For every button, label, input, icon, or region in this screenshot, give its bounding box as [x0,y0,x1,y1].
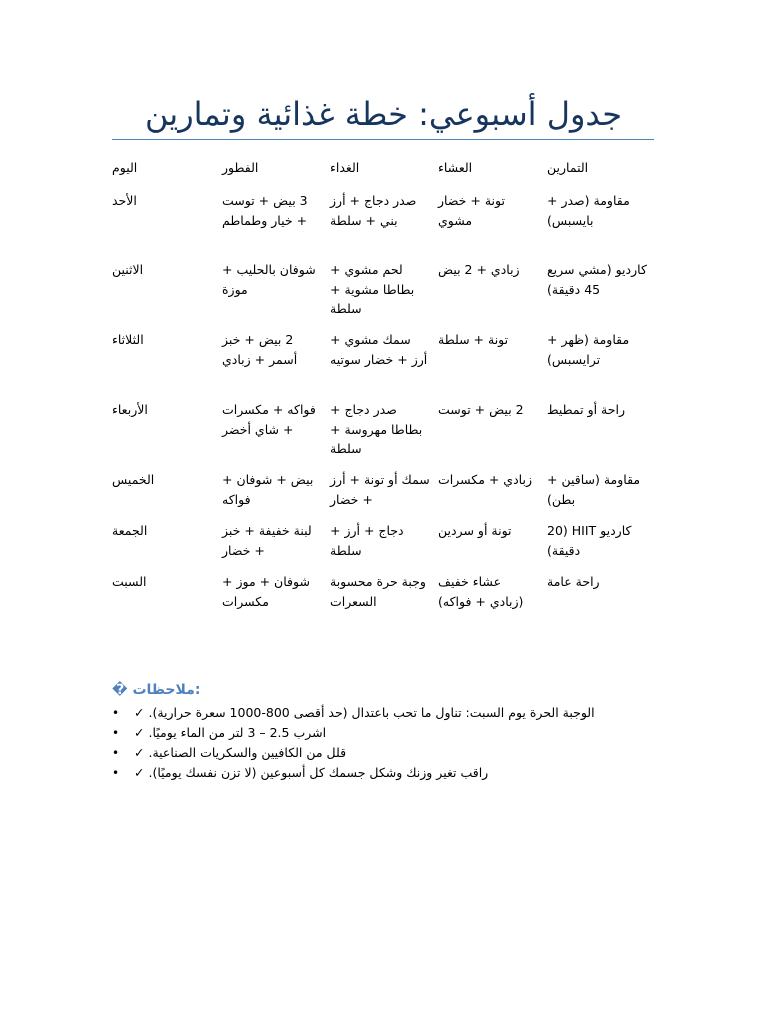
table-cell-dinner: زبادي + 2 بيض [438,262,520,277]
table-cell-breakfast: 3 بيض + توست + خيار وطماطم [222,193,308,228]
table-cell-dinner: تونة + خضار مشوي [438,193,505,228]
table-cell-dinner: 2 بيض + توست [438,402,524,417]
check-icon: ✓ [134,745,145,760]
table-cell-breakfast: بيض + شوفان + فواكه [222,472,314,507]
notes-list [112,703,672,783]
check-icon: ✓ [134,705,145,720]
list-item [112,703,672,723]
table-cell-lunch: دجاج + أرز + سلطة [330,523,404,558]
title-underline [112,139,654,140]
table-cell-day: الأربعاء [112,402,148,417]
table-cell-lunch: صدر دجاج + بطاطا مهروسة + سلطة [330,402,423,456]
header-breakfast: الفطور [222,160,259,175]
table-cell-day: الجمعة [112,523,148,538]
table-cell-breakfast: لبنة خفيفة + خبز + خضار [222,523,312,558]
table-cell-breakfast: 2 بيض + خبز أسمر + زبادي [222,332,298,367]
bullet-icon: • [112,766,120,780]
table-cell-lunch: سمك مشوي + أرز + خضار سوتيه [330,332,428,367]
header-day: اليوم [112,160,138,175]
note-text: اشرب 2.5 – 3 لتر من الماء يوميًا. [148,725,327,740]
note-text: راقب تغير وزنك وشكل جسمك كل أسبوعين (لا تزن نفسك يوميًا). [148,765,489,780]
document-title: جدول أسبوعي: خطة غذائية وتمارين [144,95,622,133]
table-cell-day: الأحد [112,193,137,208]
header-lunch: الغداء [330,160,360,175]
check-icon: ✓ [134,765,145,780]
table-cell-exercise: مقاومة (ظهر + ترايسبس) [547,332,630,367]
list-item [112,723,672,743]
note-text: قلل من الكافيين والسكريات الصناعية. [148,745,347,760]
table-cell-dinner: تونة + سلطة [438,332,509,347]
table-cell-lunch: صدر دجاج + أرز بني + سلطة [330,193,417,228]
table-cell-breakfast: شوفان + موز + مكسرات [222,574,310,609]
table-cell-day: الاثنين [112,262,144,277]
table-cell-dinner: زبادي + مكسرات [438,472,532,487]
table-cell-lunch: سمك أو تونة + أرز + خضار [330,472,430,507]
check-icon: ✓ [134,725,145,740]
note-text: الوجبة الحرة يوم السبت: تناول ما تحب باعتدال (حد أقصى 800-1000 سعرة حرارية). [148,705,595,720]
notes-heading: � ملاحظات: [112,682,201,698]
table-cell-dinner: تونة أو سردين [438,523,512,538]
table-cell-breakfast: فواكه + مكسرات + شاي أخضر [222,402,316,437]
table-cell-breakfast: شوفان بالحليب + موزة [222,262,316,297]
table-cell-lunch: وجبة حرة محسوبة السعرات [330,574,426,609]
bullet-icon: • [112,706,120,720]
table-cell-dinner: عشاء خفيف (زبادي + فواكه) [438,574,524,609]
table-cell-exercise: راحة أو تمطيط [547,402,625,417]
header-dinner: العشاء [438,160,473,175]
table-cell-exercise: مقاومة (صدر + بايسبس) [547,193,630,228]
table-cell-exercise: مقاومة (ساقين + بطن) [547,472,641,507]
header-exercise: التمارين [547,160,589,175]
table-cell-exercise: كارديو (مشي سريع 45 دقيقة) [547,262,647,297]
table-cell-day: الثلاثاء [112,332,144,347]
bullet-icon: • [112,726,120,740]
list-item [112,743,672,763]
table-cell-lunch: لحم مشوي + بطاطا مشوية + سلطة [330,262,415,316]
table-cell-exercise: راحة عامة [547,574,600,589]
table-cell-day: الخميس [112,472,155,487]
bullet-icon: • [112,746,120,760]
list-item [112,763,672,783]
table-cell-exercise: كارديو HIIT (20 دقيقة) [547,523,632,558]
table-cell-day: السبت [112,574,147,589]
